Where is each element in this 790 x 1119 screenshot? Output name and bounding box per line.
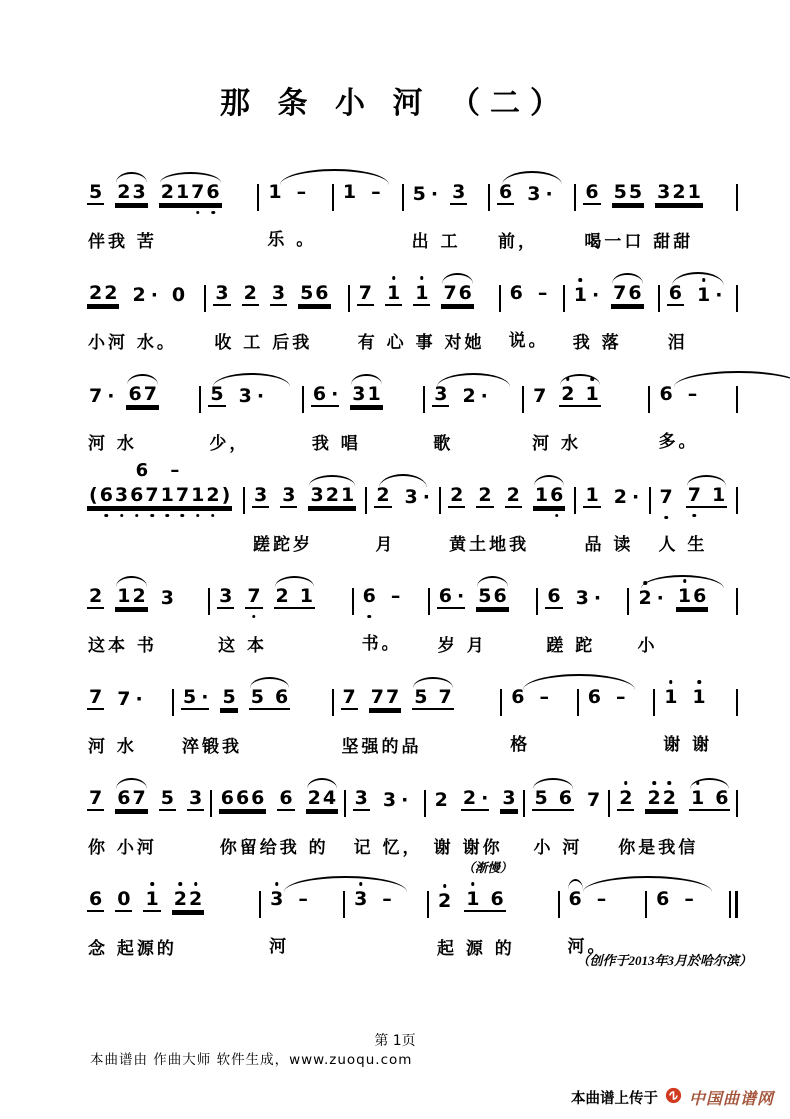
note-group: 1 6 (676, 587, 708, 609)
measure (538, 572, 627, 656)
note-group: 2 1 (275, 585, 314, 607)
note-group: 1 (342, 181, 357, 203)
upload-credit (571, 1086, 774, 1109)
note-group: – (537, 282, 548, 304)
note-group: – (684, 888, 694, 910)
measure (259, 168, 332, 250)
lyric-text: 起 源 的 (436, 939, 515, 959)
measure (80, 774, 210, 858)
note-group: 3 (352, 890, 369, 910)
measure-notes (610, 774, 736, 824)
measure (610, 774, 736, 858)
measure (650, 370, 736, 452)
note-group: 1 (413, 284, 430, 306)
note-group: 3 (268, 890, 285, 910)
lyric-text: 蹉跎岁 (253, 535, 313, 555)
page-number: 第 1页 (374, 1033, 416, 1049)
note-group: 2 (478, 484, 492, 506)
note-group: 3 (354, 787, 368, 809)
note-group: 2 · (636, 589, 664, 609)
measure-notes (80, 370, 199, 420)
note-group: 2 (243, 282, 257, 304)
measure (80, 875, 259, 959)
measure-notes (345, 875, 427, 923)
measure (334, 673, 501, 757)
measure-notes (80, 774, 210, 824)
note-group: 1 2 (117, 585, 146, 607)
measure-notes (651, 471, 737, 521)
note-group: 1 (143, 890, 160, 912)
note-group: 3 (282, 484, 296, 506)
measure (334, 168, 402, 249)
measure-notes (80, 168, 257, 218)
lyric-text: 喝一口 甜甜 (584, 232, 694, 252)
lyric-text: 品 读 (584, 535, 634, 555)
note-group: 6 · (312, 383, 339, 405)
lyric-text: 歌 (433, 434, 454, 454)
note-group: – (298, 888, 308, 910)
measure (345, 875, 427, 956)
note-group: 0 (171, 284, 186, 306)
lyric-text: 月 (375, 535, 396, 555)
measure (80, 370, 199, 454)
note-group: 5 · (412, 183, 439, 205)
lyric-text: 伴我 苦 (88, 232, 157, 252)
lyric-text: 河。 (567, 937, 608, 957)
measure (210, 572, 352, 656)
lyric-text: 谢 谢你 (433, 838, 503, 858)
note-group: – (596, 888, 607, 910)
lyric-text: 小 (637, 636, 658, 656)
note-group: 7 (533, 385, 547, 407)
note-group: 2 2 (172, 890, 204, 912)
measure-notes (80, 875, 259, 925)
measure (524, 370, 648, 454)
measure-notes (80, 269, 204, 319)
measure (430, 572, 537, 656)
note-group: 7 (342, 686, 356, 708)
note-group: 5 6 (534, 787, 572, 809)
note-group: – (382, 888, 392, 910)
creation-note: （创作于2013年3月於哈尔滨） (576, 953, 752, 968)
note-group: 1 (268, 181, 282, 203)
note-group: 7 (658, 488, 675, 508)
measure (579, 673, 653, 754)
note-group: 1 (690, 688, 707, 708)
note-group: 2 (617, 789, 634, 811)
measure (80, 572, 208, 656)
note-group: 6 (361, 587, 378, 607)
lyric-text: 格 (510, 735, 531, 755)
measure-notes (441, 471, 574, 521)
note-group: 2 (450, 484, 464, 506)
measure-notes (334, 673, 501, 723)
note-group: 5 5 (613, 181, 643, 203)
note-group: 1 · (695, 286, 723, 306)
note-group: 2 · (132, 284, 158, 306)
barline (736, 790, 738, 817)
held-note-above: 6 – (135, 460, 188, 481)
site-name: 中国曲谱网 (688, 1089, 774, 1108)
lyric-text: 我 落 (572, 333, 622, 353)
note-group: 1 (385, 284, 402, 306)
lyric-text: 泪 (667, 333, 688, 353)
note-group: 7 (245, 587, 262, 609)
note-group: 6 (659, 383, 673, 405)
lyric-text: 说。 (508, 331, 549, 351)
measure-notes (560, 875, 646, 923)
note-group: 7 (89, 686, 103, 708)
note-group: 2 2 (645, 789, 677, 811)
note-group: 1 6 (689, 789, 730, 811)
note-group: – (390, 585, 401, 607)
score-line (80, 460, 738, 555)
note-group: 7 7 (370, 686, 400, 708)
lyric-text: 河 水 (88, 434, 137, 454)
note-group: 3 (188, 787, 203, 809)
generator-note: 本曲谱由 作曲大师 软件生成，www.zuoqu.com (90, 1052, 413, 1068)
note-group: 2 2 (89, 282, 118, 304)
barline (729, 891, 731, 918)
measure-notes (201, 370, 301, 420)
barline (736, 386, 738, 413)
measure-notes (576, 471, 648, 521)
measure (206, 269, 347, 353)
measure (647, 875, 729, 956)
note-group: 1 · (572, 286, 600, 306)
note-group: 6 (499, 181, 513, 203)
measure (201, 370, 301, 454)
note-group: 3 · (527, 183, 553, 205)
note-group: 3 (219, 585, 233, 607)
note-group: 6 6 6 (220, 787, 265, 809)
measure (304, 370, 423, 454)
note-group: 6 7 (117, 787, 146, 809)
note-group: 6 (279, 787, 293, 809)
note-group: 6 (509, 282, 523, 304)
measure (490, 168, 574, 252)
measure-notes (210, 572, 352, 622)
lyric-text: 你 小河 (88, 838, 157, 858)
measure-notes (259, 168, 332, 216)
barline (736, 285, 738, 312)
note-group: 1 (662, 688, 679, 708)
note-group: 3 (160, 587, 174, 609)
measure-notes (524, 370, 648, 420)
lyric-text (334, 216, 402, 249)
measure (212, 774, 344, 858)
score-line (80, 861, 752, 968)
lyric-text: 记 忆， (353, 838, 423, 858)
note-group: 5 7 (414, 686, 452, 708)
note-group: 5 (222, 686, 236, 708)
measure (629, 572, 736, 656)
song-title: 那 条 小 河 （二） (220, 87, 570, 120)
note-group: 7 (358, 282, 372, 304)
measure (174, 673, 332, 757)
score-line (80, 774, 738, 858)
note-group: ( 6 3 6 7 1 7 1 2 ) (87, 486, 232, 508)
note-group: 6 (585, 181, 599, 203)
lyric-text: 念 起源的 (88, 939, 177, 959)
lyric-text: 有 心 事 对她 (357, 333, 485, 353)
note-group: 6 (89, 888, 103, 910)
note-group: 3 · (382, 789, 409, 811)
note-group: – (539, 686, 549, 708)
note-group: 7 · (117, 688, 143, 710)
lyric-text: 多。 (658, 432, 699, 452)
measure (429, 861, 558, 959)
measure (655, 673, 736, 755)
lyric-text: 收 工 后我 (214, 333, 313, 353)
note-group: 6 (511, 686, 525, 708)
lyric-text: 乐 。 (267, 230, 317, 250)
note-group: 0 (117, 888, 131, 910)
measure (576, 168, 736, 252)
lyric-text: 黄土地我 (449, 535, 530, 555)
final-barline (735, 891, 738, 918)
lyric-text: 我 唱 (311, 434, 361, 454)
lyric-text: 你留给我 的 (219, 838, 329, 858)
lyric-text: 岁 月 (437, 636, 487, 656)
note-group: 3 (215, 282, 229, 304)
measure (560, 875, 646, 957)
note-group: 1 6 (464, 890, 505, 912)
measure-notes (350, 269, 499, 319)
note-group: 6 (656, 888, 670, 910)
note-group: 6 (587, 686, 601, 708)
note-group: 6 · (438, 585, 465, 607)
measure-notes (346, 774, 424, 824)
note-group: 3 · (238, 385, 265, 407)
measure-notes (502, 673, 576, 721)
measure (660, 269, 736, 353)
note-group: 2 1 (559, 385, 600, 407)
lyric-text: 出 工 (411, 232, 461, 252)
measure (525, 774, 608, 858)
measure-notes (245, 471, 365, 521)
note-group: 3 2 1 (310, 484, 355, 506)
measure-notes (80, 572, 208, 622)
score-line (80, 269, 738, 353)
note-group: 5 (210, 383, 224, 405)
measure-notes (501, 269, 563, 317)
note-group: 5 6 (478, 585, 507, 607)
note-group: 6 7 (128, 383, 157, 405)
note-group: 2 (376, 484, 390, 506)
note-group: 7 6 (613, 282, 642, 304)
measure-notes (354, 572, 428, 620)
note-group: 7 · (89, 385, 115, 407)
note-group: – (371, 181, 381, 203)
measure-notes (367, 471, 439, 521)
measure-notes (538, 572, 627, 622)
measure-notes (334, 168, 402, 216)
measure (576, 471, 648, 555)
measure-notes (261, 875, 343, 923)
measure-notes (490, 168, 574, 218)
measure-notes (655, 673, 736, 721)
lyric-text: 小 河 (533, 838, 583, 858)
measure (501, 269, 563, 351)
score-line (80, 168, 738, 252)
measure-notes (430, 572, 537, 622)
measure (80, 168, 257, 252)
note-group: 2 4 (307, 787, 337, 809)
measure-notes (404, 168, 488, 218)
lyric-text: 书。 (361, 634, 402, 654)
note-group: 6 (668, 282, 682, 304)
note-group: 3 (502, 787, 516, 809)
lyric-text (345, 923, 427, 956)
note-group: 7 (586, 789, 601, 811)
note-group: 3 (271, 282, 286, 304)
measure (80, 269, 204, 353)
note-group: 2 · (462, 787, 489, 809)
note-group: 7 1 (686, 486, 727, 508)
note-group: 2 3 (117, 181, 146, 203)
measure (80, 460, 243, 554)
note-group: 5 6 (250, 686, 289, 708)
lyric-text: 你是我信 (618, 838, 699, 858)
measure (502, 673, 576, 755)
lyric-text: 这 本 (218, 636, 267, 656)
lyric-text: 这本 书 (88, 636, 157, 656)
lyric-text: 少， (209, 434, 250, 454)
lyric-text: 河 (269, 937, 290, 957)
note-group: – (296, 181, 307, 203)
barline (736, 588, 738, 615)
measure-notes (579, 673, 653, 721)
lyric-text: 小河 水。 (88, 333, 177, 353)
note-group: 7 6 (443, 282, 472, 304)
measure-notes (212, 774, 344, 824)
measure-notes (429, 861, 558, 925)
note-group: 7 (89, 787, 103, 809)
lyric-text: 河 水 (532, 434, 581, 454)
note-group: 3 · (575, 587, 602, 609)
measure (346, 774, 424, 858)
measure-notes (80, 460, 243, 521)
note-group: 3 1 (352, 383, 381, 405)
measure-notes (304, 370, 423, 420)
note-group: 2 · (613, 486, 640, 508)
lyric-text (80, 521, 243, 554)
score-line (80, 572, 738, 656)
lyric-text: 人 生 (658, 535, 708, 555)
measure (367, 471, 439, 555)
measure-notes (629, 572, 736, 622)
measure (425, 370, 522, 454)
measure-notes (426, 774, 524, 824)
note-group: 2 · (462, 385, 488, 407)
note-group: 2 (89, 585, 103, 607)
measure-notes (425, 370, 522, 420)
score (80, 168, 752, 976)
measure-notes (650, 370, 736, 418)
note-group: 5 6 (300, 282, 329, 304)
measure (80, 673, 172, 757)
note-group: 2 1 7 6 (159, 183, 222, 205)
measure (261, 875, 343, 957)
note-group: 1 6 (533, 486, 565, 508)
note-group: 3 2 1 (657, 181, 701, 203)
note-group: 5 (160, 787, 174, 809)
lyric-text (579, 721, 653, 754)
lyric-text: 前， (498, 232, 539, 252)
note-group: – (687, 383, 698, 405)
lyric-text: 谢 谢 (663, 735, 713, 755)
note-group: 5 (89, 181, 103, 203)
measure (350, 269, 499, 353)
lyric-text: 淬锻我 (182, 737, 243, 757)
measure-notes (660, 269, 736, 319)
site-logo-icon (665, 1087, 682, 1108)
measure (404, 168, 488, 252)
measure-notes (206, 269, 347, 319)
measure-notes (80, 673, 172, 723)
upload-label: 本曲谱上传于 (570, 1091, 658, 1107)
barline (736, 184, 738, 211)
measure (651, 471, 737, 555)
barline (736, 689, 738, 716)
note-group: – (615, 686, 626, 708)
measure-notes (565, 269, 658, 319)
measure (245, 471, 365, 555)
measure-notes (174, 673, 332, 723)
measure (354, 572, 428, 654)
measure (565, 269, 658, 353)
note-group: 6 (547, 585, 561, 607)
note-group: 2 (434, 789, 448, 811)
lyric-text: 坚强的品 (341, 737, 422, 757)
measure-notes (576, 168, 736, 218)
measure-notes (525, 774, 608, 824)
score-line (80, 370, 738, 454)
barline (736, 487, 738, 514)
lyric-text: 蹉 跎 (546, 636, 596, 656)
note-group: 3 · (404, 486, 430, 508)
note-group: 5 · (183, 686, 209, 708)
note-group: 2 (506, 484, 520, 506)
measure-notes (647, 875, 729, 923)
note-group: 1 (585, 484, 599, 506)
tempo-mark: （渐慢） (462, 861, 513, 875)
note-group: 3 (434, 383, 448, 405)
note-group: 3 (452, 181, 466, 203)
lyric-text: 河 水 (88, 737, 137, 757)
note-group: 3 (254, 484, 268, 506)
note-group: 6 (568, 888, 582, 910)
score-line (80, 673, 738, 757)
note-group: 2 (436, 892, 453, 912)
measure (441, 471, 574, 555)
measure (426, 774, 524, 858)
